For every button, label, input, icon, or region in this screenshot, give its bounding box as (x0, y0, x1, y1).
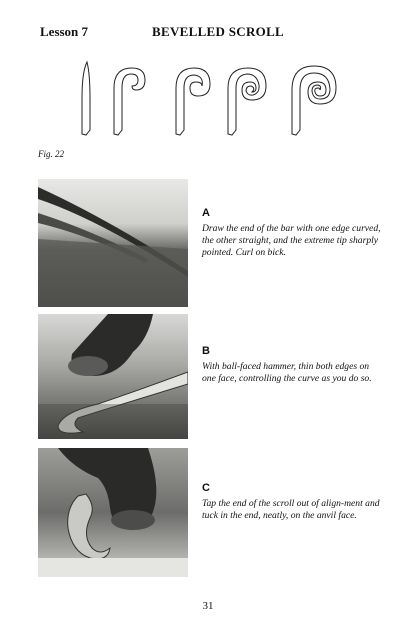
lesson-label: Lesson 7 (40, 24, 89, 39)
stage-1-drawing (82, 62, 90, 135)
photo-step-c (38, 448, 188, 577)
step-a-letter: A (202, 207, 210, 219)
photo-step-b (38, 314, 188, 439)
photo-step-a (38, 179, 188, 307)
stage-2-drawing (114, 68, 145, 135)
scroll-stages-drawing (70, 58, 345, 138)
page-number: 31 (202, 600, 214, 612)
page-title: BEVELLED SCROLL (152, 24, 285, 39)
figure-caption: Fig. 22 (38, 149, 64, 159)
stage-3-drawing (176, 68, 210, 135)
step-c-letter: C (202, 482, 210, 494)
step-a-text: Draw the end of the bar with one edge curved, the other straight, and the extreme tip sharply pointed. Curl on bick. (202, 223, 381, 258)
step-a (202, 207, 382, 259)
stage-5-drawing (292, 66, 336, 135)
step-b-letter: B (202, 345, 210, 357)
step-c (202, 482, 382, 522)
step-c-text: Tap the end of the scroll out of align-ment and tuck in the end, neatly, on the anvil face. (202, 498, 380, 521)
step-b (202, 345, 382, 385)
stage-4-drawing (228, 68, 266, 135)
step-b-text: With ball-faced hammer, thin both edges on one face, controlling the curve as you do so. (202, 361, 372, 384)
